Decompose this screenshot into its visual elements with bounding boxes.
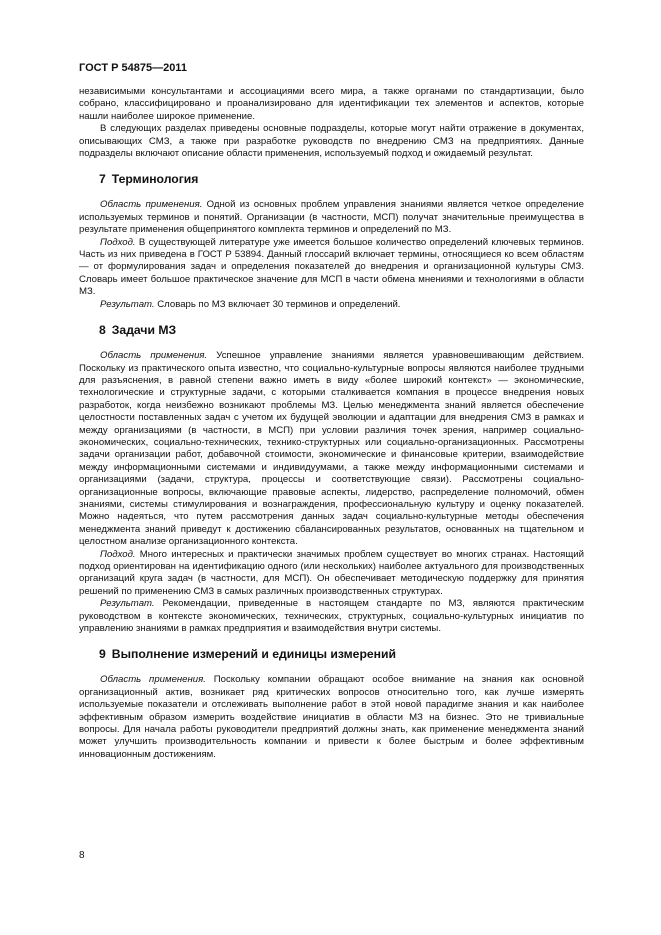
section-8-number: 8 — [99, 323, 106, 338]
section-9-heading — [79, 647, 584, 661]
section-8-heading — [79, 323, 584, 337]
section-8-result — [79, 598, 584, 635]
scope-label: Область применения. — [100, 199, 203, 211]
section-7-heading — [79, 172, 584, 186]
section-7-number: 7 — [99, 172, 106, 187]
intro-paragraph-1: независимыми консультантами и ассоциациями всего мира, а также органами по стандартизации, было собрано, классифицировано и проанализировано для идентификации тех элементов и аспектов, которые нашли наиболее широкое применение. — [79, 86, 584, 122]
section-9-scope — [79, 674, 584, 761]
scope-label: Область применения. — [100, 674, 206, 686]
section-8-title: Задачи МЗ — [111, 323, 177, 338]
scope-text: Поскольку компании обращают особое внимание на знания как основной организационный актив, возникает ряд критических вопросов относительно того, как лучше измерять используемые показатели и отслеживать выполнение работ в этой новой парадигме знания и как наиболее эффективным образом измерить воздействие инициатив в области МЗ на бизнес. Это не тривиальные вопросы. Для начала работы руководители предприятий должны знать, как применение менеджмента знаний может улучшить производительность компании и привести к более быстрым и более эффективным инновационным достижениям. — [79, 674, 584, 760]
section-9-number: 9 — [99, 647, 106, 662]
section-7-scope — [79, 199, 584, 236]
approach-label: Подход. — [100, 236, 136, 248]
result-text: Рекомендации, приведенные в настоящем стандарте по МЗ, являются практическим руководством в контексте экономических, технических, структурных, социально-культурных инициатив по управлению знаниями в рамках предприятия и взаимодействия внутри системы. — [79, 598, 584, 635]
section-7-approach — [79, 237, 584, 299]
document-id: ГОСТ Р 54875—2011 — [79, 62, 187, 74]
intro-paragraph-2: В следующих разделах приведены основные подразделы, которые могут найти отражение в документах, описывающих СМЗ, а также при разработке руководств по внедрению СМЗ на предприятиях. Данные подразделы включают описание области применения, используемый подход и ожидаемый результат. — [79, 123, 584, 160]
scope-label: Область применения. — [100, 350, 208, 362]
approach-text: Много интересных и практически значимых проблем существует во многих странах. Настоящий подход ориентирован на идентификацию одного (или нескольких) наиболее актуального для производственных организаций круга задач (в частности, для МСП). Он обеспечивает методическую поддержку для принятия решений по применению СМЗ в самых различных производственных структурах. — [79, 548, 584, 597]
section-8-scope — [79, 350, 584, 549]
section-7-title: Терминология — [111, 172, 199, 187]
result-text: Словарь по МЗ включает 30 терминов и определений. — [154, 298, 401, 310]
document-body — [79, 86, 584, 761]
result-label: Результат. — [100, 298, 155, 310]
section-9-title: Выполнение измерений и единицы измерений — [111, 647, 397, 662]
section-7-result — [79, 299, 584, 311]
approach-label: Подход. — [100, 548, 136, 560]
result-label: Результат. — [100, 598, 155, 610]
page-number: 8 — [79, 850, 85, 861]
section-8-approach — [79, 549, 584, 599]
scope-text: Одной из основных проблем управления знаниями является четкое определение используемых терминов и понятий. Организации (в частности, МСП) получат значительные преимущества в результате применения общепринятого комплекта терминов и определений по МЗ. — [79, 199, 584, 236]
scope-text: Успешное управление знаниями является уравновешивающим действием. Поскольку из практического опыта известно, что социально-культурные вопросы являются наиболее трудными для разъяснения, в равной степени важно иметь в виду «более широкий контекст» — экономические, технологические и структурные задачи, с которыми сталкивается компания в процессе внедрения новых разработок, когда неизбежно возникают проблемы МЗ. Целью менеджмента знаний является обеспечение целостности поставленных задач с учетом их будущей эволюции и адаптации для внедрения СМЗ в рамках и между организациями (в частности, в МСП) при условии различия точек зрения, например социально-экономических, социально-технических, технико-структурных или социально-организационных. Рассмотрены задачи организации работ, добавочной стоимости, экономические и финансовые критерии, взаимодействие между информационными системами и индивидуумами, а также между информационными системами и организациями (задачи, структура, процессы и соответствующие связи). Рассмотрены социально-организационные вопросы, включающие правовые аспекты, лидерство, распределение полномочий, обмен знаниями, системы стимулирования и вознаграждения, профессиональную культуру и оценку показателей. Можно надеяться, что путем рассмотрения данных задач социально-культурные методы обеспечения менеджмента знаний приведут к достижению сбалансированных результатов, основанных на тщательном и целостном анализе организационного контекста. — [79, 350, 584, 548]
approach-text: В существующей литературе уже имеется большое количество определений ключевых терминов. Часть из них приведена в ГОСТ Р 53894. Данный глоссарий включает термины, относящиеся ко всем областям — от формулирования задач и определения показателей до внедрения и организационной культуры СМЗ. Словарь имеет большое практическое значение для МСП в части обмена мнениями и технологиями в области МЗ. — [79, 236, 584, 298]
